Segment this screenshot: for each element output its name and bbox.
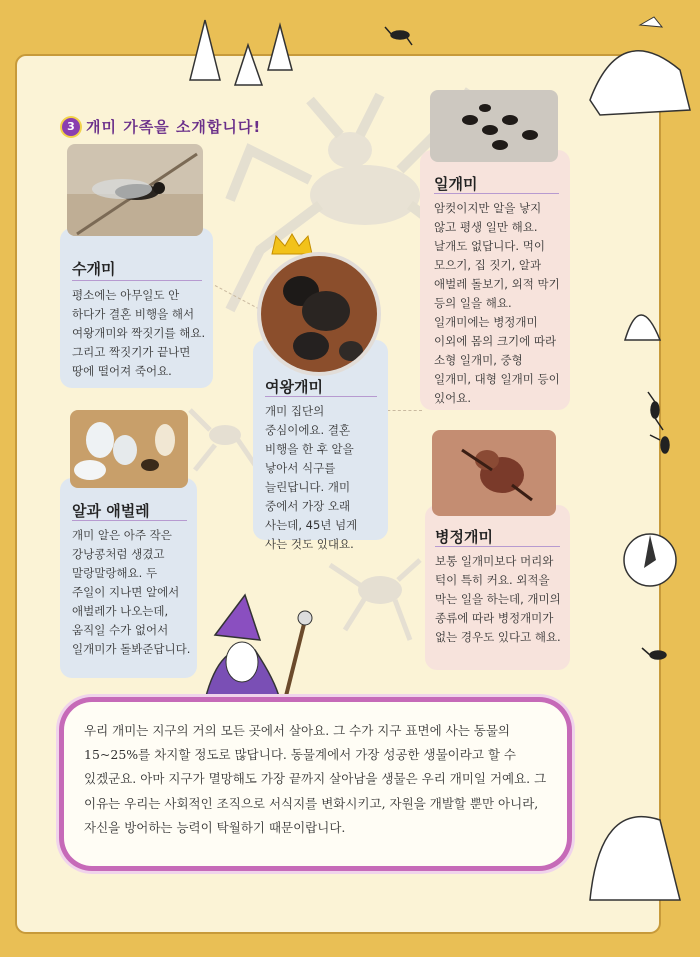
summary-text: 우리 개미는 지구의 거의 모든 곳에서 살아요. 그 수가 지구 표면에 사는 동물의 15~25%를 차지할 정도로 많답니다. 동물계에서 가장 성공한 생물이라고 할 수 있겠군요. 아마 지구가 멸망해도 가장 끝까지 살아남을 생물은 우리 개미일 거예요. 그 이유는 우리는 사회적인 조직으로 서식지를 변화시키고, 자원을 개발할 뿐만 아니라, 자신을 방어하는 능력이 탁월하기 때문이랍니다. — [84, 723, 547, 835]
section-title: 개미 가족을 소개합니다! — [86, 118, 262, 136]
section-number-badge: 3 — [62, 118, 80, 136]
title-underline — [72, 520, 187, 521]
egg-larva-photo — [70, 410, 188, 488]
crown-icon — [270, 232, 314, 256]
title-underline — [265, 396, 377, 397]
queen-ant-photo — [261, 256, 377, 372]
title-underline — [72, 280, 202, 281]
worker-ant-description: 암컷이지만 알을 낳지 않고 평생 일만 해요. 날개도 없답니다. 먹이 모으기, 집 짓기, 알과 애벌레 돌보기, 외적 막기 등의 일을 해요. 일개미에는 병정개미 이외에 몸의 크기에 따라 소형 일개미, 중형 일개미, 대형 일개미 등이 있어요. — [434, 201, 560, 405]
male-ant-photo — [67, 144, 203, 236]
title-underline — [435, 546, 560, 547]
title-underline — [434, 193, 559, 194]
section-heading — [62, 116, 261, 137]
queen-ant-title: 여왕개미 — [265, 378, 323, 396]
worker-ant-title: 일개미 — [434, 175, 478, 193]
worker-ant-photo — [430, 90, 558, 162]
egg-larva-description: 개미 알은 아주 작은 강낭콩처럼 생겼고 말랑말랑해요. 두 주일이 지나면 알에서 애벌레가 나오는데, 움직일 수가 없어서 일개미가 돌봐준답니다. — [72, 528, 191, 656]
male-ant-title: 수개미 — [72, 260, 116, 278]
soldier-ant-title: 병정개미 — [435, 528, 493, 546]
queen-ant-description: 개미 집단의 중심이에요. 결혼 비행을 한 후 알을 낳아서 식구를 늘린답니다. 개미 중에서 가장 오래 사는데, 45년 넘게 사는 것도 있대요. — [265, 404, 358, 551]
soldier-ant-description: 보통 일개미보다 머리와 턱이 특히 커요. 외적을 막는 일을 하는데, 개미의 종류에 따라 병정개미가 없는 경우도 있다고 해요. — [435, 554, 561, 644]
egg-larva-title: 알과 애벌레 — [72, 502, 150, 520]
soldier-ant-photo — [432, 430, 556, 516]
male-ant-description: 평소에는 아무일도 안 하다가 결혼 비행을 해서 여왕개미와 짝짓기를 해요. 그리고 짝짓기가 끝나면 땅에 떨어져 죽어요. — [72, 288, 206, 378]
connector-line — [382, 410, 422, 411]
